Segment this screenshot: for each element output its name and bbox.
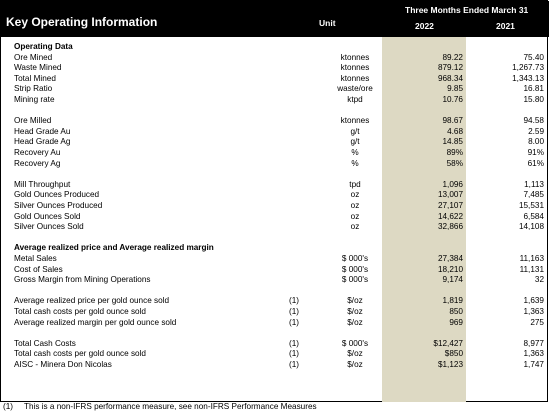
table-title: Key Operating Information (6, 15, 158, 29)
row-value-2022: 9.85 (447, 84, 463, 94)
row-value-2022: 969 (449, 317, 463, 327)
row-value-2021: 275 (530, 317, 544, 327)
row-unit: $ 000's (341, 275, 369, 285)
row-label: Total cash costs per gold ounce sold (14, 349, 146, 359)
row-value-2021: 75.40 (523, 52, 544, 62)
row-label: Operating Data (14, 42, 73, 51)
row-value-2021: 8.00 (528, 137, 544, 147)
row-value-2021: 91% (527, 148, 544, 157)
row-value-2021: 15,531 (518, 201, 544, 210)
row-value-2022: 4.68 (447, 126, 463, 136)
row-label: Metal Sales (14, 254, 57, 263)
row-value-2021: 1,343.13 (512, 73, 544, 83)
row-unit: $ 000's (341, 254, 369, 263)
row-value-2021: 1,747 (523, 360, 544, 369)
row-value-2021: 1,363 (523, 307, 544, 316)
row-value-2021: 7,485 (523, 190, 544, 200)
row-label: Strip Ratio (14, 84, 53, 94)
row-unit: ktonnes (340, 63, 370, 73)
row-label: Waste Mined (14, 63, 62, 73)
row-value-2021: 2.59 (528, 126, 544, 136)
row-unit: $ 000's (341, 264, 369, 274)
row-unit: g/t (350, 126, 360, 136)
row-value-2021: 11,163 (519, 254, 544, 263)
row-label: Mining rate (14, 95, 55, 104)
row-value-2021: 1,363 (523, 349, 544, 359)
row-value-2022: 1,096 (442, 179, 463, 189)
row-value-2022: 27,107 (437, 201, 463, 210)
row-unit: waste/ore (337, 84, 373, 94)
row-note: (1) (289, 296, 300, 306)
row-label: Recovery Ag (14, 158, 61, 168)
row-value-2022: 18,210 (437, 264, 463, 274)
row-value-2022: 14,622 (437, 211, 463, 221)
row-unit: $/oz (347, 307, 363, 316)
row-value-2022: $850 (444, 349, 463, 359)
row-label: Average realized price and Average realized margin (14, 243, 214, 253)
row-label: Gold Ounces Produced (14, 190, 100, 200)
row-unit: oz (350, 190, 360, 200)
row-value-2021: 14,108 (518, 222, 544, 232)
row-unit: $/oz (347, 317, 363, 327)
row-value-2021: 1,113 (524, 179, 544, 189)
row-value-2022: 850 (449, 307, 463, 316)
row-label: Total cash costs per gold ounce sold (14, 307, 146, 316)
row-value-2022: 32,866 (437, 222, 463, 232)
row-value-2022: 58% (446, 158, 463, 168)
row-value-2022: 9,174 (442, 275, 463, 285)
row-label: Average realized margin per gold ounce sold (14, 317, 177, 327)
row-unit: % (351, 148, 359, 157)
row-value-2021: 8,977 (523, 338, 544, 348)
row-value-2021: 16.81 (523, 84, 544, 94)
row-unit: oz (350, 201, 360, 210)
row-value-2021: 6,584 (523, 211, 544, 221)
row-label: Cost of Sales (14, 264, 63, 274)
period-header: Three Months Ended March 31 (405, 5, 529, 15)
row-unit: $/oz (347, 360, 363, 369)
row-value-2022: $1,123 (437, 360, 463, 369)
row-label: Mill Throughput (14, 179, 71, 189)
row-unit: % (351, 158, 359, 168)
row-label: Head Grade Au (14, 126, 71, 136)
footnote-marker: (1) (3, 402, 14, 411)
row-unit: g/t (350, 137, 360, 147)
row-value-2022: 14.85 (442, 137, 463, 147)
year-2021-header: 2021 (496, 21, 515, 31)
row-value-2022: $12,427 (433, 338, 463, 348)
row-unit: ktonnes (340, 73, 370, 83)
row-unit: ktonnes (340, 116, 370, 126)
row-label: Total Mined (14, 73, 56, 83)
footnote-text: This is a non-IFRS performance measure, see non-IFRS Performance Measures (24, 402, 317, 411)
row-label: Silver Ounces Produced (14, 201, 103, 210)
table-header (1, 1, 549, 37)
row-value-2021: 61% (527, 158, 544, 168)
row-label: Head Grade Ag (14, 137, 71, 147)
row-label: Gold Ounces Sold (14, 211, 81, 221)
row-unit: $/oz (347, 296, 363, 306)
row-value-2022: 98.67 (442, 116, 463, 126)
row-value-2022: 10.76 (442, 95, 463, 104)
row-value-2021: 15.80 (523, 95, 544, 104)
row-value-2022: 1,819 (442, 296, 463, 306)
row-label: Total Cash Costs (14, 338, 76, 348)
row-value-2021: 32 (534, 275, 544, 285)
row-unit: tpd (349, 179, 361, 189)
row-label: Ore Milled (14, 116, 52, 126)
unit-column-header: Unit (319, 18, 336, 28)
row-value-2022: 27,384 (437, 254, 463, 263)
row-unit: oz (350, 211, 360, 221)
row-value-2021: 94.58 (523, 116, 544, 126)
row-unit: ktonnes (340, 52, 370, 62)
row-note: (1) (289, 338, 300, 348)
row-value-2022: 89.22 (442, 52, 463, 62)
footnote (0, 402, 550, 413)
row-unit: $/oz (347, 349, 363, 359)
row-label: AISC - Minera Don Nicolas (14, 360, 112, 369)
row-label: Silver Ounces Sold (14, 222, 84, 232)
row-unit: $ 000's (341, 338, 369, 348)
row-value-2021: 11,131 (519, 264, 544, 274)
row-unit: oz (350, 222, 360, 232)
row-label: Ore Mined (14, 52, 53, 62)
row-note: (1) (289, 307, 300, 316)
row-label: Average realized price per gold ounce sold (14, 296, 170, 306)
row-value-2022: 968.34 (437, 73, 463, 83)
row-value-2022: 89% (446, 148, 463, 157)
row-label: Gross Margin from Mining Operations (14, 275, 151, 285)
row-value-2021: 1,639 (523, 296, 544, 306)
row-value-2021: 1,267.73 (512, 63, 544, 73)
row-note: (1) (289, 349, 300, 359)
row-value-2022: 13,007 (437, 190, 463, 200)
row-label: Recovery Au (14, 148, 61, 157)
row-note: (1) (289, 317, 300, 327)
year-2022-header: 2022 (415, 21, 434, 31)
row-value-2022: 879.12 (437, 63, 463, 73)
row-note: (1) (289, 360, 300, 369)
row-unit: ktpd (347, 95, 363, 104)
